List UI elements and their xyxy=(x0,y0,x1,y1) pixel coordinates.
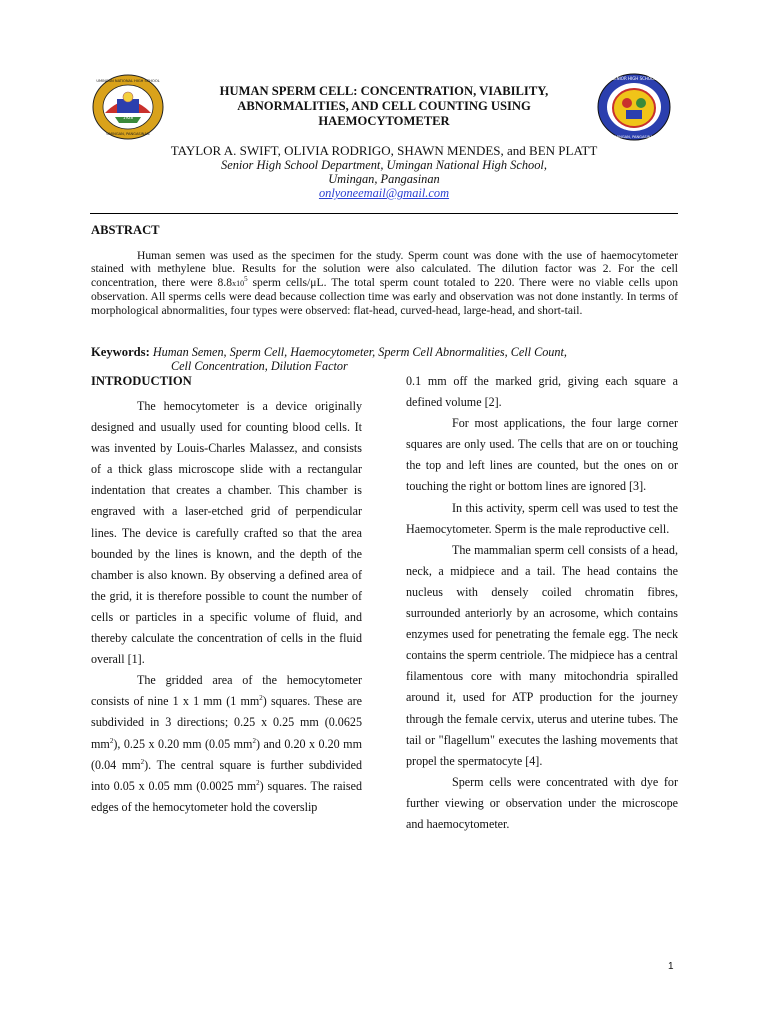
keywords-line: Human Semen, Sperm Cell, Haemocytometer, Sperm Cell Abnormalities, Cell Count, xyxy=(152,345,567,359)
keywords-line: Cell Concentration, Dilution Factor xyxy=(171,359,348,373)
title-line: HUMAN SPERM CELL: CONCENTRATION, VIABILITY, xyxy=(219,84,549,98)
intro-paragraph: The mammalian sperm cell consists of a head, neck, a midpiece and a tail. The head contains the nucleus with densely coiled chromatin fibres, surrounded anteriorly by an acrosome, which contains enzymes used for penetrating the female egg. The neck contains the sperm centriole. The midpiece has a central filamentous core with many mitochondria spiralled around it, used for ATP production for the journey through the female cervix, uterus and uterine tubes. The tail or "flagellum" executes the lashing movements that propel the spermatocyte [4]. xyxy=(406,542,678,768)
authors: TAYLOR A. SWIFT, OLIVIA RODRIGO, SHAWN MENDES, and BEN PLATT xyxy=(170,143,598,158)
intro-paragraph: The gridded area of the hemocytometer consists of nine 1 x 1 mm (1 $mm^2$) squares. These are subdivided in 3 directions; 0.25 x 0.25 mm (0.0625 $mm^2$), 0.25 x 0.20 mm (0.05 $mm^2$) and 0.20 x 0.20 mm (0.04 $mm^2$). The central square is further subdivided into 0.05 x 0.05 mm (0.0025 $mm^2$) squares. The raised edges of the hemocytometer hold the coverslip xyxy=(91,673,363,814)
keywords-label: Keywords: xyxy=(91,345,150,359)
page-number: 1 xyxy=(668,961,674,972)
abstract-part: sperm cells/μL. The total sperm count totaled to 220. There were no viable cells upon observation. All sperms cells were dead because collection time was early and observation was not done instantly. In terms of morphological abnormalities, four types were observed: flat-head, curved-head, large-head, and short-tail. xyxy=(91,275,679,317)
intro-paragraph: Sperm cells were concentrated with dye for further viewing or observation under the microscope and haemocytometer. xyxy=(406,774,678,831)
senior-high-school-logo xyxy=(596,72,672,142)
introduction-heading: INTRODUCTION xyxy=(91,374,192,388)
intro-paragraph: For most applications, the four large corner squares are only used. The cells that are on or touching the top and left lines are counted, but the ones on or touching the right or bottom lines are ignored [3]. xyxy=(406,416,678,494)
logo-bottom-text: UMINGAN, PANGASINAN xyxy=(106,132,150,136)
paper-title xyxy=(170,84,598,129)
logo-bottom-text: UMINGAN, PANGASINAN xyxy=(612,135,656,139)
title-line: ABNORMALITIES, AND CELL COUNTING USING xyxy=(237,99,531,113)
title-line: HAEMOCYTOMETER xyxy=(318,114,450,128)
affiliation-line: Senior High School Department, Umingan National High School, xyxy=(221,158,547,172)
intro-paragraph: The hemocytometer is a device originally designed and usually used for counting blood cells. It was invented by Louis-Charles Malassez, and consists of a thick glass microscope slide with a rectangular indentation that creates a chamber. This chamber is engraved with a laser-etched grid of perpendicular lines. The device is carefully crafted so that the area bounded by the lines is known, and the depth of the chamber is also known. By observing a defined area of the grid, it is therefore possible to count the number of cells or particles in a specific volume of fluid, and thereby calculate the concentration of cells in the fluid overall [1]. xyxy=(91,399,362,667)
author-email xyxy=(80,186,688,201)
header-divider xyxy=(90,213,678,214)
logo-top-text: SENIOR HIGH SCHOOL xyxy=(611,76,657,81)
intro-paragraph-continued: 0.1 mm off the marked grid, giving each square a defined volume [2]. xyxy=(406,374,678,410)
logo-year: 1928 xyxy=(122,115,134,120)
abstract-part: Human semen was used as the specimen for the study. Sperm count was done with the use of haemocytometer stained with methylene blue. Results for the solution were also calculated. The dilution factor was 2. For the cell concentration, there were 8.8 xyxy=(91,249,678,289)
abstract-x10: x10 xyxy=(232,278,245,288)
abstract-exponent: 5 xyxy=(244,274,248,283)
email-link[interactable]: onlyoneemail@gmail.com xyxy=(318,186,450,200)
logo-arc-text: UMINGAN NATIONAL HIGH SCHOOL xyxy=(96,79,160,83)
abstract-text xyxy=(91,249,678,317)
umingan-nhs-logo xyxy=(91,73,165,141)
affiliation-line: Umingan, Pangasinan xyxy=(328,172,440,186)
abstract-heading: ABSTRACT xyxy=(91,223,160,237)
right-column xyxy=(406,371,678,835)
keywords xyxy=(91,345,681,373)
left-column xyxy=(91,374,362,818)
intro-paragraph: In this activity, sperm cell was used to test the Haemocytometer. Sperm is the male reproductive cell. xyxy=(406,500,678,536)
